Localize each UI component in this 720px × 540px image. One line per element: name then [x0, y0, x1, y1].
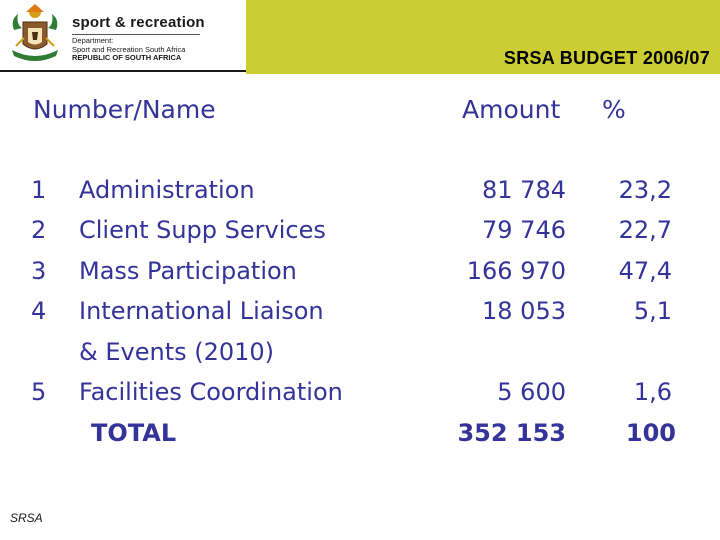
- row-percent: 22,7: [618, 216, 672, 244]
- organization-name: sport & recreation: [72, 14, 205, 31]
- column-heading-amount: Amount: [462, 95, 561, 124]
- department-line: Sport and Recreation South Africa: [72, 44, 186, 54]
- column-heading-name: Number/Name: [33, 95, 216, 124]
- row-amount: 5 600: [497, 378, 566, 406]
- row-name: Mass Participation: [79, 257, 297, 285]
- row-percent: 47,4: [618, 257, 672, 285]
- country-line: REPUBLIC OF SOUTH AFRICA: [72, 53, 182, 63]
- total-percent: 100: [625, 419, 676, 447]
- total-amount: 352 153: [457, 419, 566, 447]
- row-name: Client Supp Services: [79, 216, 326, 244]
- row-number: 2: [31, 216, 47, 244]
- row-amount: 79 746: [482, 216, 566, 244]
- row-name: Administration: [79, 176, 255, 204]
- row-amount: 166 970: [466, 257, 566, 285]
- slide-title: SRSA BUDGET 2006/07: [503, 48, 710, 68]
- row-amount: 81 784: [482, 176, 566, 204]
- row-percent: 1,6: [633, 378, 672, 406]
- row-amount: 18 053: [482, 297, 566, 325]
- row-percent: 5,1: [633, 297, 672, 325]
- row-number: 4: [31, 297, 47, 325]
- total-label: TOTAL: [91, 419, 177, 447]
- row-number: 5: [31, 378, 47, 406]
- row-number: 1: [31, 176, 47, 204]
- row-number: 3: [31, 257, 47, 285]
- row-name: International Liaison: [79, 297, 324, 325]
- row-name: Facilities Coordination: [79, 378, 343, 406]
- department-line: Department:: [72, 36, 114, 45]
- row-name-continued: & Events (2010): [79, 338, 275, 366]
- footer-label: SRSA: [10, 511, 43, 525]
- column-heading-percent: %: [602, 95, 626, 124]
- row-percent: 23,2: [618, 176, 672, 204]
